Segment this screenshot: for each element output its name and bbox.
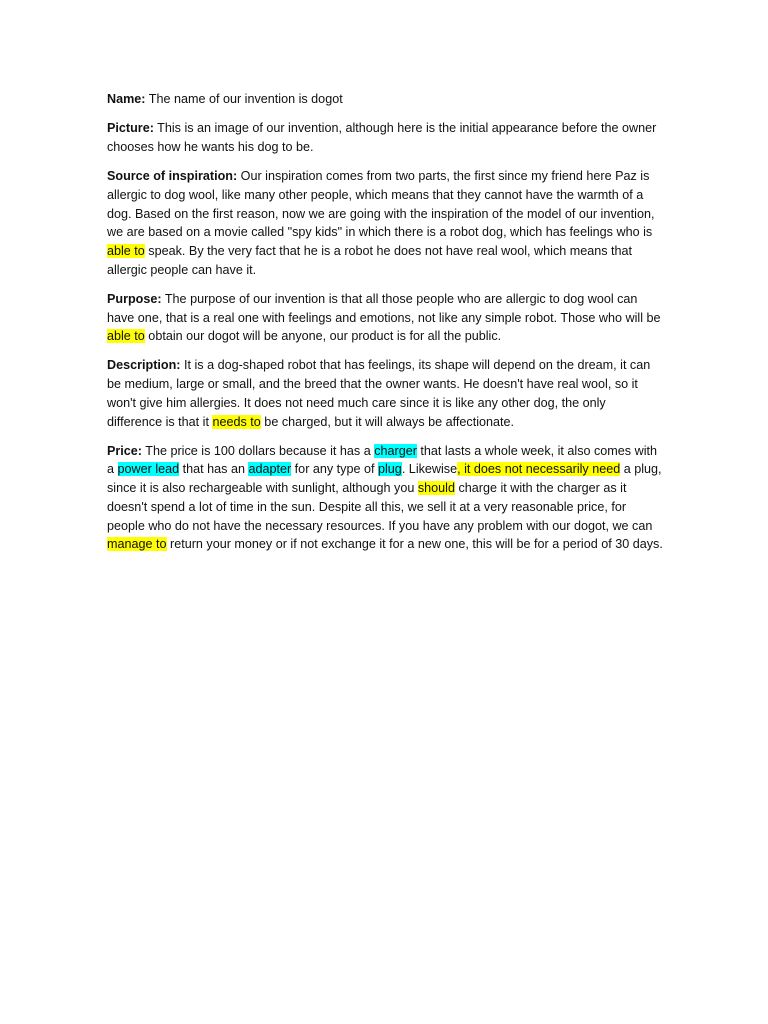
- highlighted-text-cyan: plug: [378, 462, 402, 477]
- highlighted-text-cyan: charger: [374, 443, 417, 458]
- paragraph-source-of-inspiration: [107, 167, 663, 279]
- body-text: that has an: [179, 462, 249, 477]
- paragraph-purpose: [107, 290, 663, 346]
- body-text: charge it with the charger as it doesn't spend a lot of time in the sun. Despite all this, we sell it at a very reasonable price, for people who do not have the necessary resources. If you have any problem with our dogot, we can: [107, 481, 653, 533]
- body-text: Our inspiration comes from two parts, the first since my friend here Paz is allergic to dog wool, like many other people, which means that they cannot have the warmth of a dog. Based on the first reason, now we are going with the inspiration of the model of our invention, we are based on a movie called "spy kids" in which there is a robot dog, which has feelings who is: [107, 169, 655, 240]
- body-text: The name of our invention is dogot: [145, 92, 343, 106]
- highlighted-text-yellow: should: [417, 481, 455, 496]
- highlighted-text-yellow: able to: [107, 329, 145, 344]
- highlighted-text-cyan: power lead: [117, 462, 180, 477]
- body-text: that lasts a whole week, it also comes with a: [107, 443, 657, 477]
- paragraph-price: [107, 442, 663, 554]
- body-text: . Likewise: [401, 462, 458, 477]
- paragraph-description: [107, 356, 663, 431]
- highlighted-text-yellow: manage to: [107, 537, 167, 552]
- paragraph-label: Price:: [107, 443, 143, 458]
- body-text: for any type of: [291, 462, 378, 477]
- highlighted-text-yellow: needs to: [212, 414, 261, 429]
- paragraph-label: Picture:: [107, 121, 154, 136]
- paragraph-label: Description:: [107, 358, 181, 373]
- body-text: speak. By the very fact that he is a robot he does not have real wool, which means that allergic people can have it.: [107, 243, 633, 277]
- body-text: This is an image of our invention, although here is the initial appearance before the owner chooses how he wants his dog to be.: [107, 121, 657, 154]
- body-text: obtain our dogot will be anyone, our product is for all the public.: [144, 329, 502, 344]
- highlighted-text-yellow: , it does not necessarily need: [457, 462, 621, 477]
- document-page: [107, 90, 663, 564]
- paragraph-name: [107, 90, 663, 109]
- paragraph-label: Name:: [107, 92, 146, 106]
- paragraph-picture: [107, 119, 663, 156]
- paragraph-label: Purpose:: [107, 291, 162, 306]
- highlighted-text-cyan: adapter: [248, 462, 292, 477]
- body-text: a plug, since it is also rechargeable with sunlight, although you: [107, 462, 662, 496]
- body-text: return your money or if not exchange it for a new one, this will be for a period of 30 days.: [166, 537, 663, 552]
- paragraph-label: Source of inspiration:: [107, 169, 238, 184]
- highlighted-text-yellow: able to: [107, 243, 145, 258]
- body-text: The purpose of our invention is that all those people who are allergic to dog wool can have one, that is a real one with feelings and emotions, not like any simple robot. Those who will be: [107, 291, 661, 325]
- body-text: be charged, but it will always be affectionate.: [260, 414, 515, 429]
- body-text: It is a dog-shaped robot that has feelings, its shape will depend on the dream, it can be medium, large or small, and the breed that the owner wants. He doesn't have real wool, so it won't give him allergies. It does not need much care since it is like any other dog, the only difference is that it: [107, 358, 651, 429]
- body-text: The price is 100 dollars because it has a: [142, 443, 375, 458]
